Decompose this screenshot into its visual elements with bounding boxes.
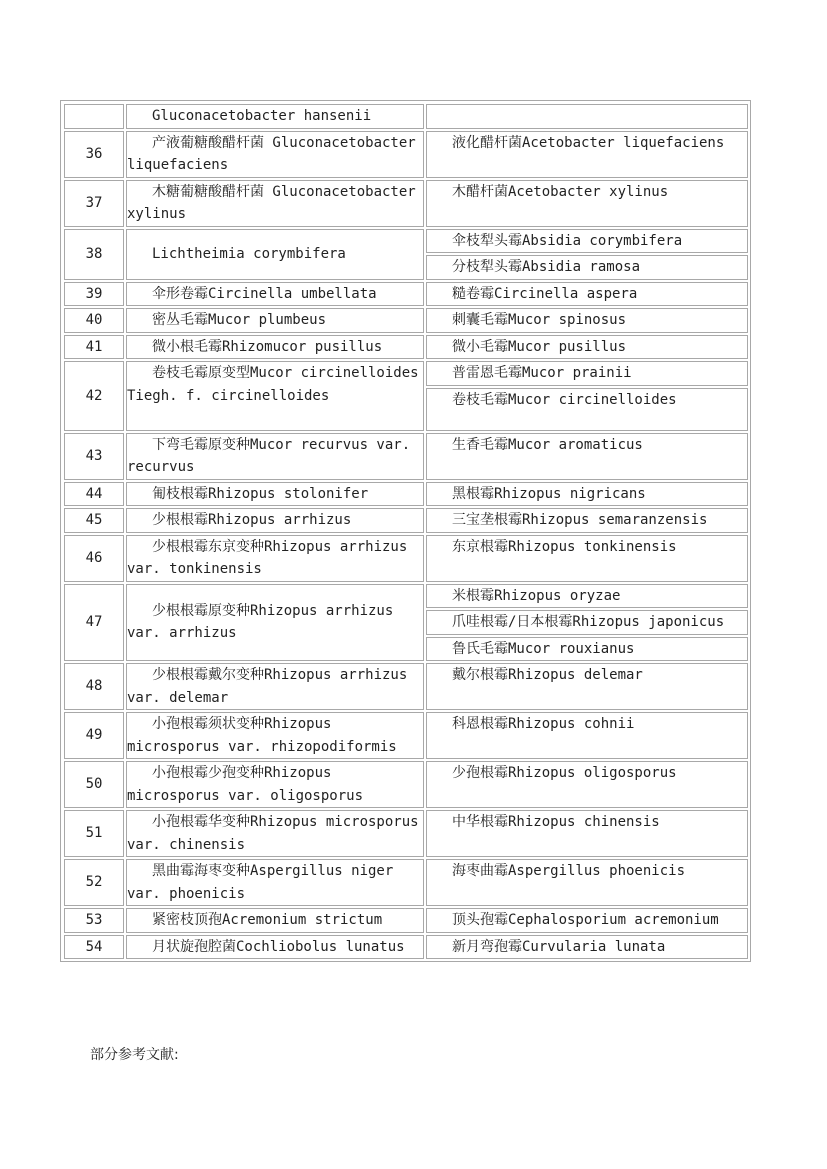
row-number: 53 — [64, 908, 124, 933]
accepted-name: 月状旋孢腔菌Cochliobolus lunatus — [126, 935, 424, 960]
row-number: 51 — [64, 810, 124, 857]
synonym-name: 爪哇根霉/日本根霉Rhizopus japonicus — [426, 610, 748, 635]
synonym-name: 分枝犁头霉Absidia ramosa — [426, 255, 748, 280]
synonym-name: 黑根霉Rhizopus nigricans — [426, 482, 748, 507]
synonym-name: 米根霉Rhizopus oryzae — [426, 584, 748, 609]
row-number: 54 — [64, 935, 124, 960]
synonym-name: 戴尔根霉Rhizopus delemar — [426, 663, 748, 710]
table-row — [64, 180, 748, 227]
row-number: 38 — [64, 229, 124, 280]
table-row — [64, 712, 748, 759]
table-row — [64, 535, 748, 582]
table-row — [64, 104, 748, 129]
synonym-name: 新月弯孢霉Curvularia lunata — [426, 935, 748, 960]
accepted-name: 小孢根霉须状变种Rhizopus microsporus var. rhizopodiformis — [126, 712, 424, 759]
synonym-name: 少孢根霉Rhizopus oligosporus — [426, 761, 748, 808]
table-row — [64, 335, 748, 360]
synonym-name: 中华根霉Rhizopus chinensis — [426, 810, 748, 857]
accepted-name: 下弯毛霉原变种Mucor recurvus var. recurvus — [126, 433, 424, 480]
synonym-name: 三宝垄根霉Rhizopus semaranzensis — [426, 508, 748, 533]
accepted-name: 少根根霉东京变种Rhizopus arrhizus var. tonkinensis — [126, 535, 424, 582]
row-number: 50 — [64, 761, 124, 808]
synonym-name: 鲁氏毛霉Mucor rouxianus — [426, 637, 748, 662]
table-row — [64, 433, 748, 480]
row-number: 40 — [64, 308, 124, 333]
row-number — [64, 104, 124, 129]
synonym-name: 微小毛霉Mucor pusillus — [426, 335, 748, 360]
row-number: 44 — [64, 482, 124, 507]
accepted-name: Lichtheimia corymbifera — [126, 229, 424, 280]
table-row — [64, 584, 748, 609]
accepted-name: 卷枝毛霉原变型Mucor circinelloides Tiegh. f. circinelloides — [126, 361, 424, 431]
table-row — [64, 131, 748, 178]
synonym-name: 刺囊毛霉Mucor spinosus — [426, 308, 748, 333]
accepted-name: 产液葡糖酸醋杆菌 Gluconacetobacter liquefaciens — [126, 131, 424, 178]
accepted-name: 黑曲霉海枣变种Aspergillus niger var. phoenicis — [126, 859, 424, 906]
table-row — [64, 282, 748, 307]
row-number: 45 — [64, 508, 124, 533]
row-number: 42 — [64, 361, 124, 431]
synonym-name: 木醋杆菌Acetobacter xylinus — [426, 180, 748, 227]
row-number: 46 — [64, 535, 124, 582]
synonym-name: 伞枝犁头霉Absidia corymbifera — [426, 229, 748, 254]
row-number: 47 — [64, 584, 124, 662]
row-number: 37 — [64, 180, 124, 227]
synonym-name: 东京根霉Rhizopus tonkinensis — [426, 535, 748, 582]
row-number: 36 — [64, 131, 124, 178]
species-table — [62, 102, 750, 961]
table-row — [64, 761, 748, 808]
species-table-frame — [60, 100, 751, 962]
table-row — [64, 859, 748, 906]
accepted-name: 木糖葡糖酸醋杆菌 Gluconacetobacter xylinus — [126, 180, 424, 227]
synonym-name: 卷枝毛霉Mucor circinelloides — [426, 388, 748, 431]
accepted-name: 小孢根霉华变种Rhizopus microsporus var. chinensis — [126, 810, 424, 857]
row-number: 43 — [64, 433, 124, 480]
row-number: 39 — [64, 282, 124, 307]
table-row — [64, 361, 748, 386]
synonym-name: 顶头孢霉Cephalosporium acremonium — [426, 908, 748, 933]
accepted-name: 紧密枝顶孢Acremonium strictum — [126, 908, 424, 933]
accepted-name: 少根根霉戴尔变种Rhizopus arrhizus var. delemar — [126, 663, 424, 710]
table-row — [64, 508, 748, 533]
accepted-name: 小孢根霉少孢变种Rhizopus microsporus var. oligosporus — [126, 761, 424, 808]
accepted-name: 少根根霉原变种Rhizopus arrhizus var. arrhizus — [126, 584, 424, 662]
synonym-name — [426, 104, 748, 129]
synonym-name: 糙卷霉Circinella aspera — [426, 282, 748, 307]
table-row — [64, 308, 748, 333]
table-row — [64, 663, 748, 710]
accepted-name: 密丛毛霉Mucor plumbeus — [126, 308, 424, 333]
row-number: 52 — [64, 859, 124, 906]
table-row — [64, 810, 748, 857]
table-row — [64, 482, 748, 507]
synonym-name: 科恩根霉Rhizopus cohnii — [426, 712, 748, 759]
synonym-name: 生香毛霉Mucor aromaticus — [426, 433, 748, 480]
row-number: 48 — [64, 663, 124, 710]
accepted-name: 微小根毛霉Rhizomucor pusillus — [126, 335, 424, 360]
synonym-name: 普雷恩毛霉Mucor prainii — [426, 361, 748, 386]
table-row — [64, 935, 748, 960]
accepted-name: 少根根霉Rhizopus arrhizus — [126, 508, 424, 533]
species-table-body — [64, 104, 748, 959]
row-number: 49 — [64, 712, 124, 759]
table-row — [64, 229, 748, 254]
references-heading: 部分参考文献: — [90, 1047, 179, 1063]
synonym-name: 液化醋杆菌Acetobacter liquefaciens — [426, 131, 748, 178]
accepted-name: 匍枝根霉Rhizopus stolonifer — [126, 482, 424, 507]
table-row — [64, 908, 748, 933]
row-number: 41 — [64, 335, 124, 360]
accepted-name: 伞形卷霉Circinella umbellata — [126, 282, 424, 307]
accepted-name: Gluconacetobacter hansenii — [126, 104, 424, 129]
synonym-name: 海枣曲霉Aspergillus phoenicis — [426, 859, 748, 906]
